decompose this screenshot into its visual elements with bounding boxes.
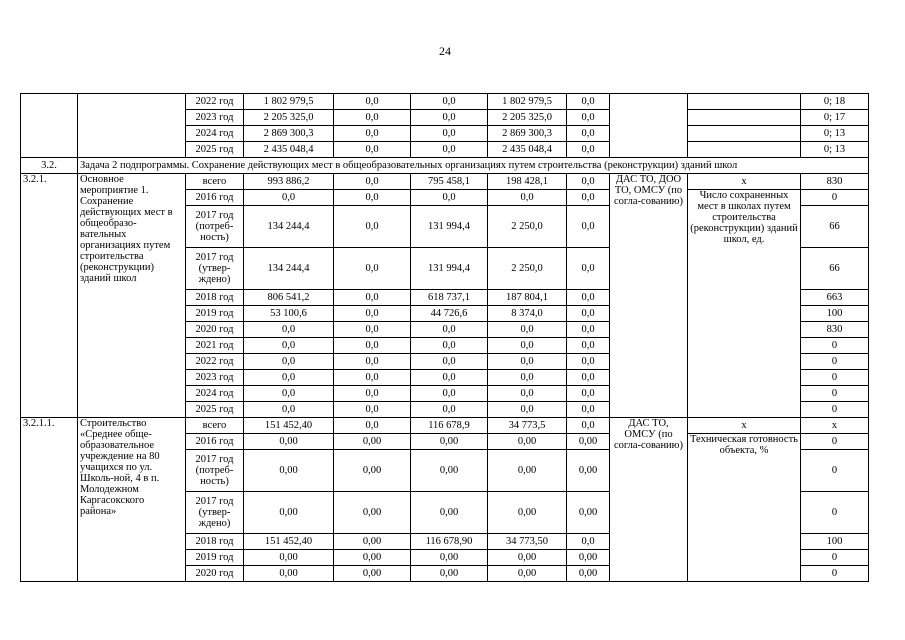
period-cell: 2022 год: [186, 94, 244, 110]
indicator-name: Техническая готовность объекта, %: [688, 434, 801, 582]
amount-cell-local: 0,00: [488, 492, 567, 534]
amount-cell-regional: 131 994,4: [411, 206, 488, 248]
period-cell: 2017 год (утвер-ждено): [186, 248, 244, 290]
amount-cell-total: 0,0: [244, 354, 334, 370]
amount-cell-federal: 0,00: [334, 434, 411, 450]
amount-cell-total: 2 869 300,3: [244, 126, 334, 142]
amount-cell-federal: 0,0: [334, 110, 411, 126]
indicator-name: [688, 126, 801, 142]
indicator-value: 0; 18: [801, 94, 869, 110]
amount-cell-local: 0,0: [488, 354, 567, 370]
amount-cell-regional: 0,00: [411, 566, 488, 582]
indicator-value: 0: [801, 492, 869, 534]
period-cell: 2016 год: [186, 190, 244, 206]
amount-cell-total: 1 802 979,5: [244, 94, 334, 110]
amount-cell-regional: 44 726,6: [411, 306, 488, 322]
indicator-value: 100: [801, 534, 869, 550]
amount-cell-federal: 0,0: [334, 206, 411, 248]
item-name: Строительство «Среднее обще-образовательное учреждение на 80 учащихся по ул. Школь-ной, 4 в п. Молодежном Каргасокского района»: [78, 418, 186, 582]
indicator-value: 663: [801, 290, 869, 306]
page-number: 24: [439, 44, 451, 58]
period-cell: 2020 год: [186, 322, 244, 338]
period-cell: 2024 год: [186, 386, 244, 402]
indicator-value: х: [801, 418, 869, 434]
amount-cell-federal: 0,0: [334, 370, 411, 386]
amount-cell-federal: 0,00: [334, 566, 411, 582]
amount-cell-regional: 0,0: [411, 354, 488, 370]
amount-cell-total: 53 100,6: [244, 306, 334, 322]
period-cell: 2024 год: [186, 126, 244, 142]
indicator-value: 830: [801, 174, 869, 190]
period-cell: 2016 год: [186, 434, 244, 450]
amount-cell-extrabudget: 0,00: [567, 450, 610, 492]
amount-cell-regional: 795 458,1: [411, 174, 488, 190]
amount-cell-local: 0,0: [488, 190, 567, 206]
amount-cell-federal: 0,0: [334, 338, 411, 354]
amount-cell-local: 0,0: [488, 338, 567, 354]
indicator-total-mark: х: [688, 174, 801, 190]
amount-cell-regional: 0,0: [411, 370, 488, 386]
amount-cell-federal: 0,00: [334, 492, 411, 534]
amount-cell-regional: 0,0: [411, 110, 488, 126]
amount-cell-local: 0,00: [488, 434, 567, 450]
amount-cell-regional: 0,0: [411, 402, 488, 418]
amount-cell-regional: 0,0: [411, 142, 488, 158]
task-code: 3.2.: [21, 158, 78, 174]
amount-cell-local: 187 804,1: [488, 290, 567, 306]
amount-cell-federal: 0,0: [334, 354, 411, 370]
amount-cell-local: 2 435 048,4: [488, 142, 567, 158]
amount-cell-extrabudget: 0,0: [567, 174, 610, 190]
amount-cell-extrabudget: 0,0: [567, 402, 610, 418]
amount-cell-total: 134 244,4: [244, 206, 334, 248]
amount-cell-extrabudget: 0,0: [567, 110, 610, 126]
item-code: 3.2.1.: [21, 174, 78, 418]
indicator-value: 0: [801, 190, 869, 206]
amount-cell-regional: 0,00: [411, 550, 488, 566]
amount-cell-federal: 0,0: [334, 386, 411, 402]
executor-cell: ДАС ТО, ДОО ТО, ОМСУ (по согла-сованию): [610, 174, 688, 418]
amount-cell-regional: 116 678,90: [411, 534, 488, 550]
amount-cell-federal: 0,00: [334, 534, 411, 550]
indicator-value: 0: [801, 354, 869, 370]
table-row: [21, 418, 869, 434]
indicator-name: Число сохраненных мест в школах путем строительства (реконструкции) зданий школ, ед.: [688, 190, 801, 418]
indicator-value: 0: [801, 338, 869, 354]
amount-cell-regional: 0,00: [411, 450, 488, 492]
amount-cell-regional: 0,0: [411, 94, 488, 110]
amount-cell-total: 2 435 048,4: [244, 142, 334, 158]
amount-cell-federal: 0,0: [334, 402, 411, 418]
amount-cell-local: 0,0: [488, 386, 567, 402]
amount-cell-local: 0,00: [488, 566, 567, 582]
period-cell: 2023 год: [186, 370, 244, 386]
period-cell: всего: [186, 174, 244, 190]
amount-cell-extrabudget: 0,00: [567, 434, 610, 450]
amount-cell-extrabudget: 0,00: [567, 492, 610, 534]
amount-cell-regional: 131 994,4: [411, 248, 488, 290]
amount-cell-total: 993 886,2: [244, 174, 334, 190]
period-cell: 2019 год: [186, 306, 244, 322]
table-row: [21, 174, 869, 190]
amount-cell-extrabudget: 0,0: [567, 534, 610, 550]
task-title: Задача 2 подпрограммы. Сохранение действующих мест в общеобразовательных организациях путем строительства (реконструкции) зданий школ: [78, 158, 869, 174]
amount-cell-total: 0,0: [244, 338, 334, 354]
amount-cell-total: 0,00: [244, 566, 334, 582]
amount-cell-total: 0,0: [244, 190, 334, 206]
amount-cell-extrabudget: 0,0: [567, 370, 610, 386]
amount-cell-extrabudget: 0,0: [567, 94, 610, 110]
item-code: [21, 94, 78, 158]
budget-table: [20, 93, 869, 582]
indicator-value: 0; 13: [801, 142, 869, 158]
amount-cell-total: 2 205 325,0: [244, 110, 334, 126]
amount-cell-local: 34 773,50: [488, 534, 567, 550]
amount-cell-extrabudget: 0,0: [567, 322, 610, 338]
amount-cell-federal: 0,00: [334, 550, 411, 566]
indicator-value: 0; 17: [801, 110, 869, 126]
amount-cell-local: 0,00: [488, 550, 567, 566]
amount-cell-federal: 0,0: [334, 248, 411, 290]
amount-cell-federal: 0,0: [334, 94, 411, 110]
indicator-value: 0: [801, 450, 869, 492]
indicator-value: 100: [801, 306, 869, 322]
indicator-name: [688, 110, 801, 126]
indicator-value: 830: [801, 322, 869, 338]
amount-cell-extrabudget: 0,0: [567, 418, 610, 434]
amount-cell-total: 151 452,40: [244, 534, 334, 550]
amount-cell-total: 0,00: [244, 434, 334, 450]
amount-cell-federal: 0,0: [334, 190, 411, 206]
indicator-name: [688, 94, 801, 110]
amount-cell-total: 0,0: [244, 402, 334, 418]
period-cell: 2018 год: [186, 534, 244, 550]
indicator-value: 0: [801, 402, 869, 418]
period-cell: 2025 год: [186, 402, 244, 418]
amount-cell-federal: 0,0: [334, 290, 411, 306]
period-cell: 2017 год (утвер-ждено): [186, 492, 244, 534]
amount-cell-total: 151 452,40: [244, 418, 334, 434]
amount-cell-regional: 0,0: [411, 126, 488, 142]
amount-cell-total: 0,00: [244, 450, 334, 492]
amount-cell-total: 0,00: [244, 492, 334, 534]
amount-cell-total: 0,00: [244, 550, 334, 566]
period-cell: 2018 год: [186, 290, 244, 306]
amount-cell-extrabudget: 0,0: [567, 248, 610, 290]
amount-cell-federal: 0,0: [334, 142, 411, 158]
amount-cell-federal: 0,0: [334, 418, 411, 434]
indicator-value: 66: [801, 248, 869, 290]
amount-cell-local: 8 374,0: [488, 306, 567, 322]
amount-cell-regional: 618 737,1: [411, 290, 488, 306]
amount-cell-federal: 0,0: [334, 306, 411, 322]
amount-cell-extrabudget: 0,0: [567, 126, 610, 142]
period-cell: 2021 год: [186, 338, 244, 354]
item-name: [78, 94, 186, 158]
amount-cell-extrabudget: 0,0: [567, 142, 610, 158]
indicator-value: 66: [801, 206, 869, 248]
amount-cell-extrabudget: 0,00: [567, 550, 610, 566]
amount-cell-federal: 0,0: [334, 174, 411, 190]
amount-cell-regional: 0,0: [411, 190, 488, 206]
amount-cell-federal: 0,00: [334, 450, 411, 492]
indicator-name: [688, 142, 801, 158]
amount-cell-local: 198 428,1: [488, 174, 567, 190]
amount-cell-regional: 0,00: [411, 492, 488, 534]
amount-cell-regional: 0,0: [411, 322, 488, 338]
indicator-value: 0: [801, 550, 869, 566]
period-cell: 2017 год (потреб-ность): [186, 450, 244, 492]
amount-cell-local: 2 869 300,3: [488, 126, 567, 142]
amount-cell-local: 0,0: [488, 322, 567, 338]
item-name: Основное мероприятие 1. Сохранение действующих мест в общеобразо-вательных организациях путем строительства (реконструкции) зданий школ: [78, 174, 186, 418]
amount-cell-local: 2 205 325,0: [488, 110, 567, 126]
amount-cell-total: 0,0: [244, 322, 334, 338]
item-code: 3.2.1.1.: [21, 418, 78, 582]
amount-cell-regional: 0,0: [411, 386, 488, 402]
amount-cell-regional: 0,00: [411, 434, 488, 450]
indicator-value: 0: [801, 434, 869, 450]
amount-cell-total: 806 541,2: [244, 290, 334, 306]
amount-cell-local: 2 250,0: [488, 248, 567, 290]
period-cell: 2019 год: [186, 550, 244, 566]
amount-cell-local: 34 773,5: [488, 418, 567, 434]
period-cell: 2017 год (потреб-ность): [186, 206, 244, 248]
executor-cell: ДАС ТО, ОМСУ (по согла-сованию): [610, 418, 688, 582]
table-row: [21, 94, 869, 110]
period-cell: 2022 год: [186, 354, 244, 370]
indicator-value: 0: [801, 370, 869, 386]
amount-cell-local: 0,0: [488, 370, 567, 386]
amount-cell-extrabudget: 0,0: [567, 206, 610, 248]
amount-cell-extrabudget: 0,0: [567, 190, 610, 206]
indicator-value: 0: [801, 386, 869, 402]
amount-cell-total: 134 244,4: [244, 248, 334, 290]
amount-cell-local: 2 250,0: [488, 206, 567, 248]
indicator-value: 0; 13: [801, 126, 869, 142]
amount-cell-regional: 116 678,9: [411, 418, 488, 434]
period-cell: 2020 год: [186, 566, 244, 582]
period-cell: 2023 год: [186, 110, 244, 126]
amount-cell-regional: 0,0: [411, 338, 488, 354]
amount-cell-extrabudget: 0,0: [567, 290, 610, 306]
task-header-row: [21, 158, 869, 174]
amount-cell-extrabudget: 0,0: [567, 338, 610, 354]
amount-cell-total: 0,0: [244, 370, 334, 386]
amount-cell-local: 0,00: [488, 450, 567, 492]
amount-cell-extrabudget: 0,00: [567, 566, 610, 582]
amount-cell-extrabudget: 0,0: [567, 386, 610, 402]
executor-cell: [610, 94, 688, 158]
amount-cell-local: 0,0: [488, 402, 567, 418]
amount-cell-federal: 0,0: [334, 126, 411, 142]
amount-cell-federal: 0,0: [334, 322, 411, 338]
indicator-total-mark: х: [688, 418, 801, 434]
period-cell: всего: [186, 418, 244, 434]
period-cell: 2025 год: [186, 142, 244, 158]
amount-cell-extrabudget: 0,0: [567, 354, 610, 370]
amount-cell-extrabudget: 0,0: [567, 306, 610, 322]
amount-cell-local: 1 802 979,5: [488, 94, 567, 110]
indicator-value: 0: [801, 566, 869, 582]
amount-cell-total: 0,0: [244, 386, 334, 402]
